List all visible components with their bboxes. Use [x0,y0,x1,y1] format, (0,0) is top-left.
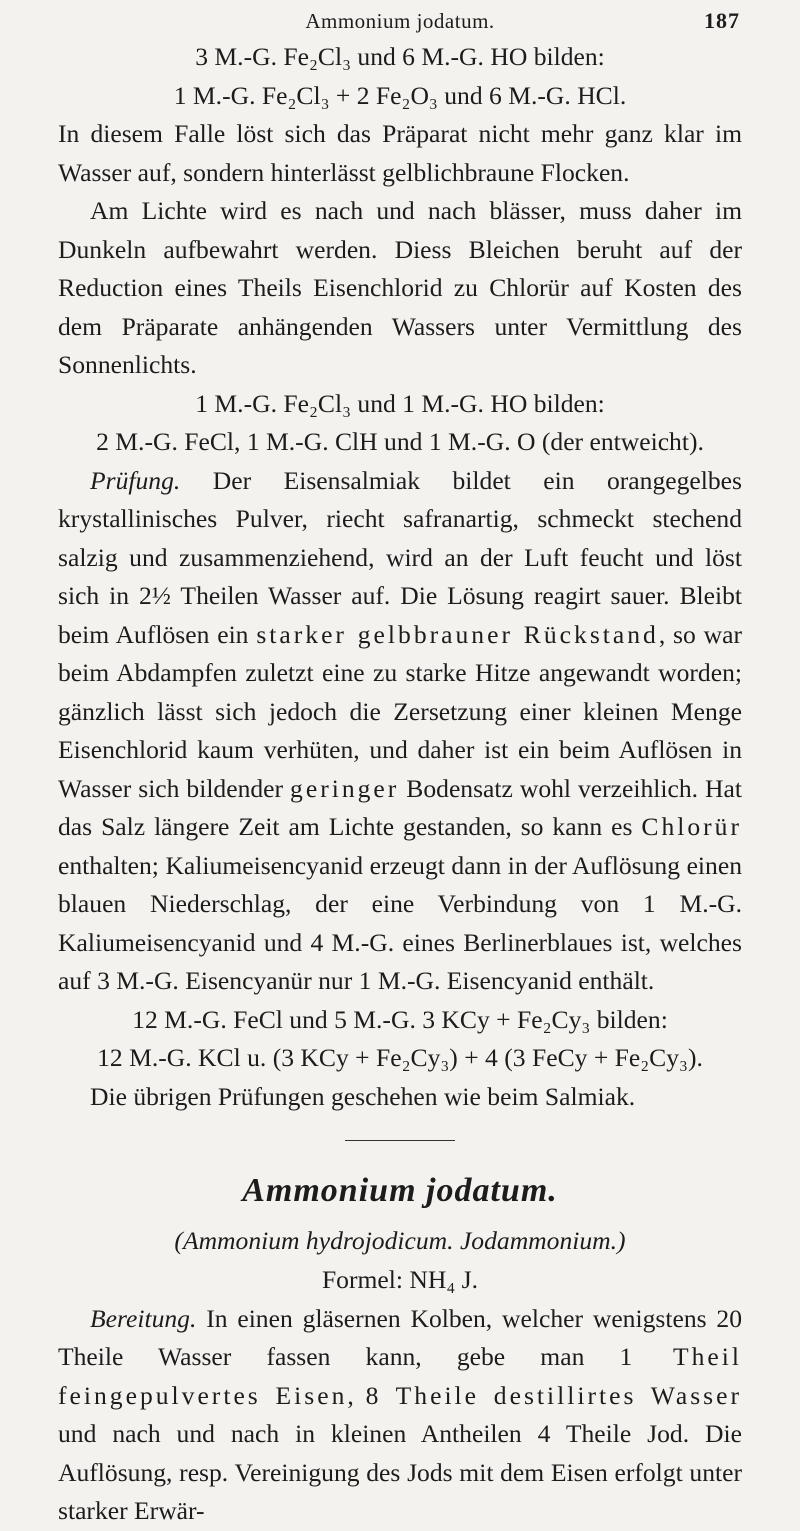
spaced-text: 8 Theile destillirtes Wasser [365,1380,742,1410]
pruefung-paragraph [58,462,742,1001]
text-run: , [347,1380,366,1410]
paragraph: Die übrigen Prüfungen geschehen wie beim Salmiak. [90,1081,636,1111]
text-run: Bodensatz wohl verzeihlich. Hat das Salz längere Zeit am Lichte gestanden, so kann es [58,773,742,841]
text-run: , so war beim Abdampfen zuletzt eine zu starke Hitze angewandt worden; gänzlich lässt sich jedoch die Zersetzung einer kleinen Menge Eisenchlorid kaum verhüten, und daher ist ein beim Auflösen in Wasser sich bildender [58,619,742,803]
text-run: Der Eisensalmiak bildet ein orangegelbes krystallinisches Pulver, riecht safranartig, schmeckt stechend salzig und zusammenziehend, wird an der Luft feucht und löst sich in 2½ Theilen Wasser auf. Die Lösung reagirt sauer. Bleibt beim Auflösen ein [58,465,742,649]
text-run: und nach und nach in kleinen Antheilen 4 Theile Jod. Die Auflösung, resp. Vereinigung des Jods mit dem Eisen erfolgt unter starker Erwär- [58,1419,742,1525]
equation-line: 1 M.-G. Fe₂Cl₃ + 2 Fe₂O₃ und 6 M.-G. HCl. [173,80,627,110]
text-run: enthalten; Kaliumeisencyanid erzeugt dann in der Auflösung einen blauen Niederschlag, der eine Verbindung von 1 M.-G. Kaliumeisencyanid und 4 M.-G. eines Berlinerblaues ist, welches auf 3 M.-G. Eisencyanür nur 1 M.-G. Eisencyanid enthält. [58,850,742,995]
paragraph: Am Lichte wird es nach und nach blässer, muss daher im Dunkeln aufbewahrt werden. Diess Bleichen beruht auf der Reduction eines Theils Eisenchlorid zu Chlorür auf Kosten des dem Präparate anhängenden Wassers unter Vermittlung des Sonnenlichts. [58,196,742,379]
pruefung-label: Prüfung. [90,465,181,495]
text-run: In einen gläsernen Kolben, welcher wenigstens 20 Theile Wasser fassen kann, gebe man [58,1303,742,1371]
spaced-text: Chlorür [641,812,742,841]
page-number: 187 [704,8,740,33]
spaced-text: starker gelbbrauner Rückstand [256,619,659,649]
section-synonyms: (Ammonium hydrojodicum. Jodammonium.) [174,1226,626,1255]
paragraph: In diesem Falle löst sich das Präparat nicht mehr ganz klar im Wasser auf, sondern hinterlässt gelblichbraune Flocken. [58,119,742,187]
section-title: Ammonium jodatum. [242,1172,558,1209]
bereitung-paragraph [58,1300,742,1531]
section-divider [345,1140,455,1141]
equation-line: 3 M.-G. Fe₂Cl₃ und 6 M.-G. HO bilden: [195,42,605,71]
equation-line: 12 M.-G. FeCl und 5 M.-G. 3 KCy + Fe₂Cy₃ bilden: [132,1004,668,1034]
spaced-text: geringer [290,773,400,803]
running-title: Ammonium jodatum. [305,9,495,33]
equation-line: 1 M.-G. Fe₂Cl₃ und 1 M.-G. HO bilden: [195,388,605,418]
running-header [58,4,742,38]
section-formula: Formel: NH₄ J. [321,1265,479,1294]
bereitung-label: Bereitung. [90,1303,197,1333]
equation-line: 2 M.-G. FeCl, 1 M.-G. ClH und 1 M.-G. O (der entweicht). [96,427,704,456]
spaced-text: 1 Theil feingepulvertes Eisen [58,1342,743,1410]
equation-line: 12 M.-G. KCl u. (3 KCy + Fe₂Cy₃) + 4 (3 FeCy + Fe₂Cy₃). [97,1043,703,1072]
